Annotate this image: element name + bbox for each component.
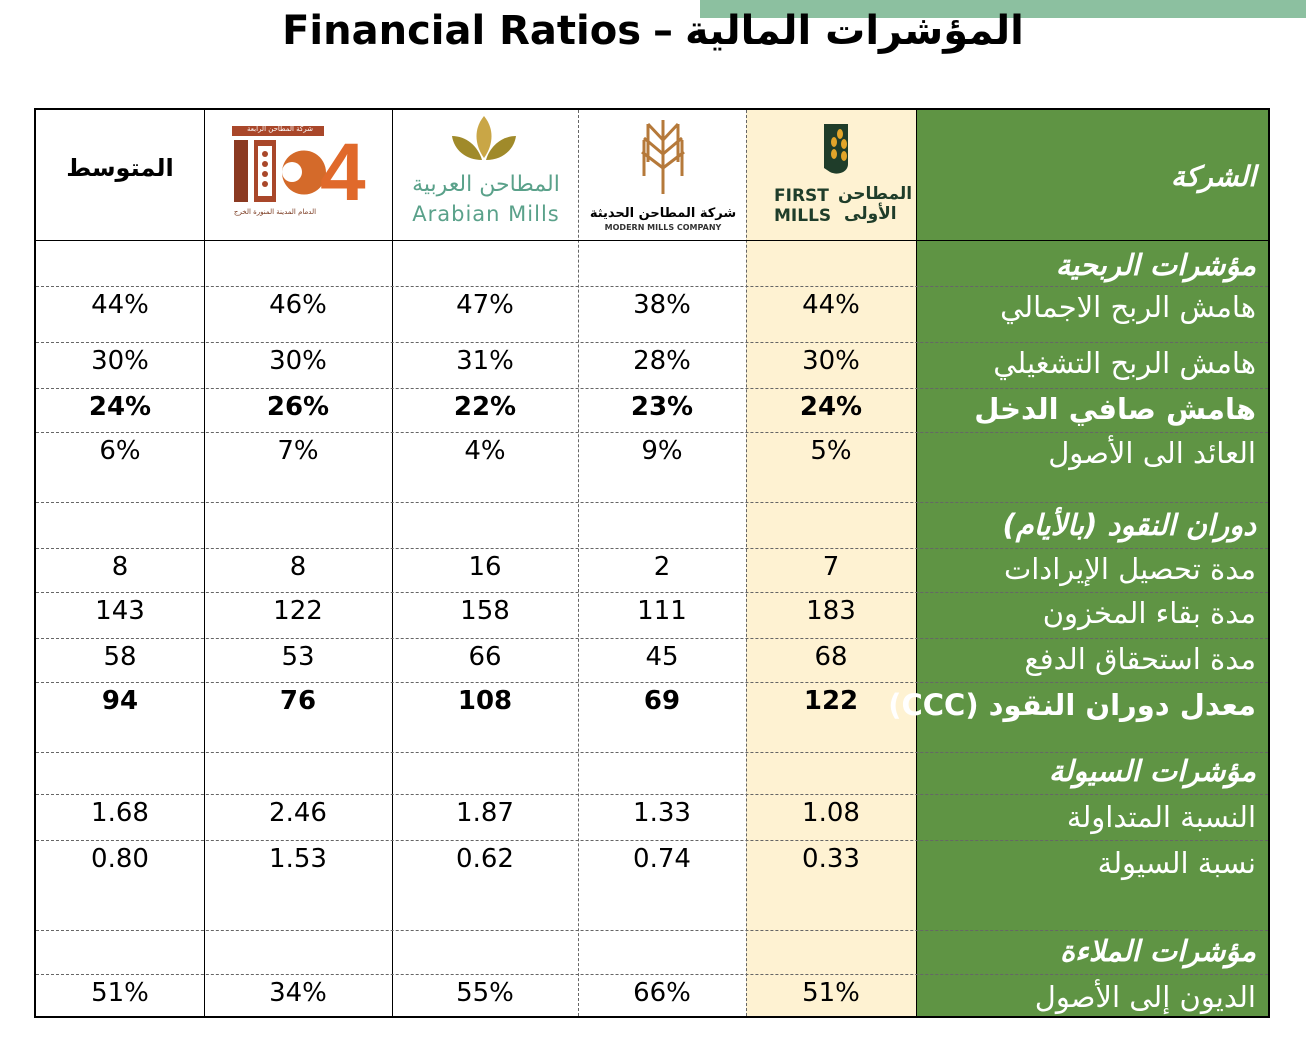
cell-fourth-mills: 34%: [269, 978, 327, 1008]
cell-first-mills: 0.33: [802, 844, 860, 874]
row-divider: [36, 432, 1268, 433]
cell-fourth-mills: 122: [273, 596, 323, 626]
row-label-current-ratio: النسبة المتداولة: [1066, 800, 1256, 834]
page-title: [0, 4, 1306, 58]
cell-modern-mills: 23%: [630, 392, 694, 422]
arabian-mills-logo: [396, 110, 576, 238]
header-separator: [36, 240, 1268, 241]
arabian-logo-ar: المطاحن العربية: [412, 172, 560, 197]
cell-average: 6%: [99, 436, 141, 466]
cell-first-mills: 30%: [802, 346, 860, 376]
row-label-quick-ratio: نسبة السيولة: [1097, 846, 1256, 880]
row-divider: [36, 342, 1268, 343]
cell-first-mills: 7: [822, 552, 840, 582]
row-label-gross-margin: هامش الربح الاجمالي: [1000, 290, 1256, 324]
fourth-logo-line2: الدمام المدينة المنورة الخرج: [233, 208, 317, 216]
title-ar: المؤشرات المالية: [685, 8, 1024, 54]
cell-average: 58: [103, 642, 137, 672]
cell-modern-mills: 9%: [641, 436, 683, 466]
title-dash: –: [653, 8, 674, 54]
cell-arabian-mills: 0.62: [456, 844, 514, 874]
row-label-return-on-assets: العائد الى الأصول: [1048, 436, 1256, 470]
cell-average: 94: [101, 686, 139, 716]
row-divider: [36, 388, 1268, 389]
cell-arabian-mills: 16: [468, 552, 502, 582]
cell-modern-mills: 66%: [633, 978, 691, 1008]
cell-fourth-mills: 76: [279, 686, 317, 716]
row-divider: [36, 752, 1268, 753]
row-divider: [36, 638, 1268, 639]
cell-first-mills: 68: [814, 642, 848, 672]
cell-fourth-mills: 1.53: [269, 844, 327, 874]
row-divider: [36, 592, 1268, 593]
row-label-payment-period: مدة استحقاق الدفع: [1024, 642, 1256, 676]
cell-first-mills: 1.08: [802, 798, 860, 828]
cell-average: 1.68: [91, 798, 149, 828]
first-logo-en2: MILLS: [774, 206, 832, 226]
section-liquidity: مؤشرات السيولة: [1048, 754, 1256, 788]
cell-average: 51%: [91, 978, 149, 1008]
row-divider: [36, 840, 1268, 841]
cell-arabian-mills: 31%: [456, 346, 514, 376]
first-logo-ar1: المطاحن: [838, 184, 913, 204]
first-logo-ar2: الأولى: [844, 204, 897, 224]
cell-modern-mills: 2: [653, 552, 671, 582]
section-cash-cycle: دوران النقود (بالأيام): [1002, 508, 1256, 542]
cell-fourth-mills: 30%: [269, 346, 327, 376]
header-average: المتوسط: [66, 154, 174, 182]
cell-average: 8: [111, 552, 129, 582]
cell-arabian-mills: 4%: [464, 436, 506, 466]
cell-first-mills: 51%: [802, 978, 860, 1008]
row-label-net-margin: هامش صافي الدخل: [974, 392, 1256, 426]
modern-mills-logo: [582, 110, 744, 238]
section-profitability: مؤشرات الربحية: [1055, 248, 1256, 282]
cell-modern-mills: 38%: [633, 290, 691, 320]
row-label-operating-margin: هامش الربح التشغيلي: [993, 346, 1256, 380]
cell-average: 0.80: [91, 844, 149, 874]
cell-fourth-mills: 26%: [266, 392, 330, 422]
ratios-table: [34, 108, 1270, 1018]
cell-average: 143: [95, 596, 145, 626]
cell-arabian-mills: 158: [460, 596, 510, 626]
cell-arabian-mills: 108: [457, 686, 513, 716]
cell-first-mills: 24%: [799, 392, 863, 422]
row-divider: [36, 286, 1268, 287]
row-divider: [36, 930, 1268, 931]
header-company: الشركة: [1170, 160, 1256, 193]
first-mills-logo: [748, 110, 914, 238]
cell-fourth-mills: 8: [289, 552, 307, 582]
modern-logo-ar: شركة المطاحن الحديثة: [589, 206, 737, 221]
cell-arabian-mills: 47%: [456, 290, 514, 320]
arabian-logo-en: Arabian Mills: [412, 202, 560, 226]
cell-fourth-mills: 2.46: [269, 798, 327, 828]
cell-arabian-mills: 22%: [453, 392, 517, 422]
row-divider: [36, 682, 1268, 683]
cell-modern-mills: 28%: [633, 346, 691, 376]
fourth-logo-line1: شركة المطاحن الرابعة: [247, 125, 313, 133]
row-divider: [36, 794, 1268, 795]
fourth-mills-logo: [230, 122, 372, 226]
svg-text:4: 4: [320, 127, 366, 218]
cell-fourth-mills: 7%: [277, 436, 319, 466]
modern-logo-en: MODERN MILLS COMPANY: [604, 223, 722, 232]
row-label-inventory-period: مدة بقاء المخزون: [1042, 596, 1256, 630]
cell-modern-mills: 69: [643, 686, 681, 716]
cell-modern-mills: 0.74: [633, 844, 691, 874]
row-divider: [36, 502, 1268, 503]
cell-average: 44%: [91, 290, 149, 320]
cell-modern-mills: 45: [645, 642, 679, 672]
cell-average: 30%: [91, 346, 149, 376]
cell-first-mills: 44%: [802, 290, 860, 320]
cell-arabian-mills: 55%: [456, 978, 514, 1008]
cell-first-mills: 122: [803, 686, 859, 716]
cell-modern-mills: 1.33: [633, 798, 691, 828]
cell-first-mills: 5%: [810, 436, 852, 466]
cell-fourth-mills: 53: [281, 642, 315, 672]
title-en: Financial Ratios: [282, 8, 642, 54]
first-logo-en1: FIRST: [774, 186, 829, 206]
section-solvency: مؤشرات الملاءة: [1059, 934, 1256, 968]
row-label-collection-period: مدة تحصيل الإيرادات: [1003, 552, 1256, 586]
row-divider: [36, 974, 1268, 975]
col-divider: [916, 110, 917, 1016]
cell-modern-mills: 111: [637, 596, 687, 626]
row-label-cash-conversion-cycle: معدل دوران النقود (CCC): [888, 688, 1256, 722]
cell-fourth-mills: 46%: [269, 290, 327, 320]
cell-average: 24%: [88, 392, 152, 422]
cell-arabian-mills: 66: [468, 642, 502, 672]
cell-first-mills: 183: [806, 596, 856, 626]
cell-arabian-mills: 1.87: [456, 798, 514, 828]
row-label-debt-to-assets: الديون إلى الأصول: [1034, 980, 1256, 1014]
row-divider: [36, 548, 1268, 549]
